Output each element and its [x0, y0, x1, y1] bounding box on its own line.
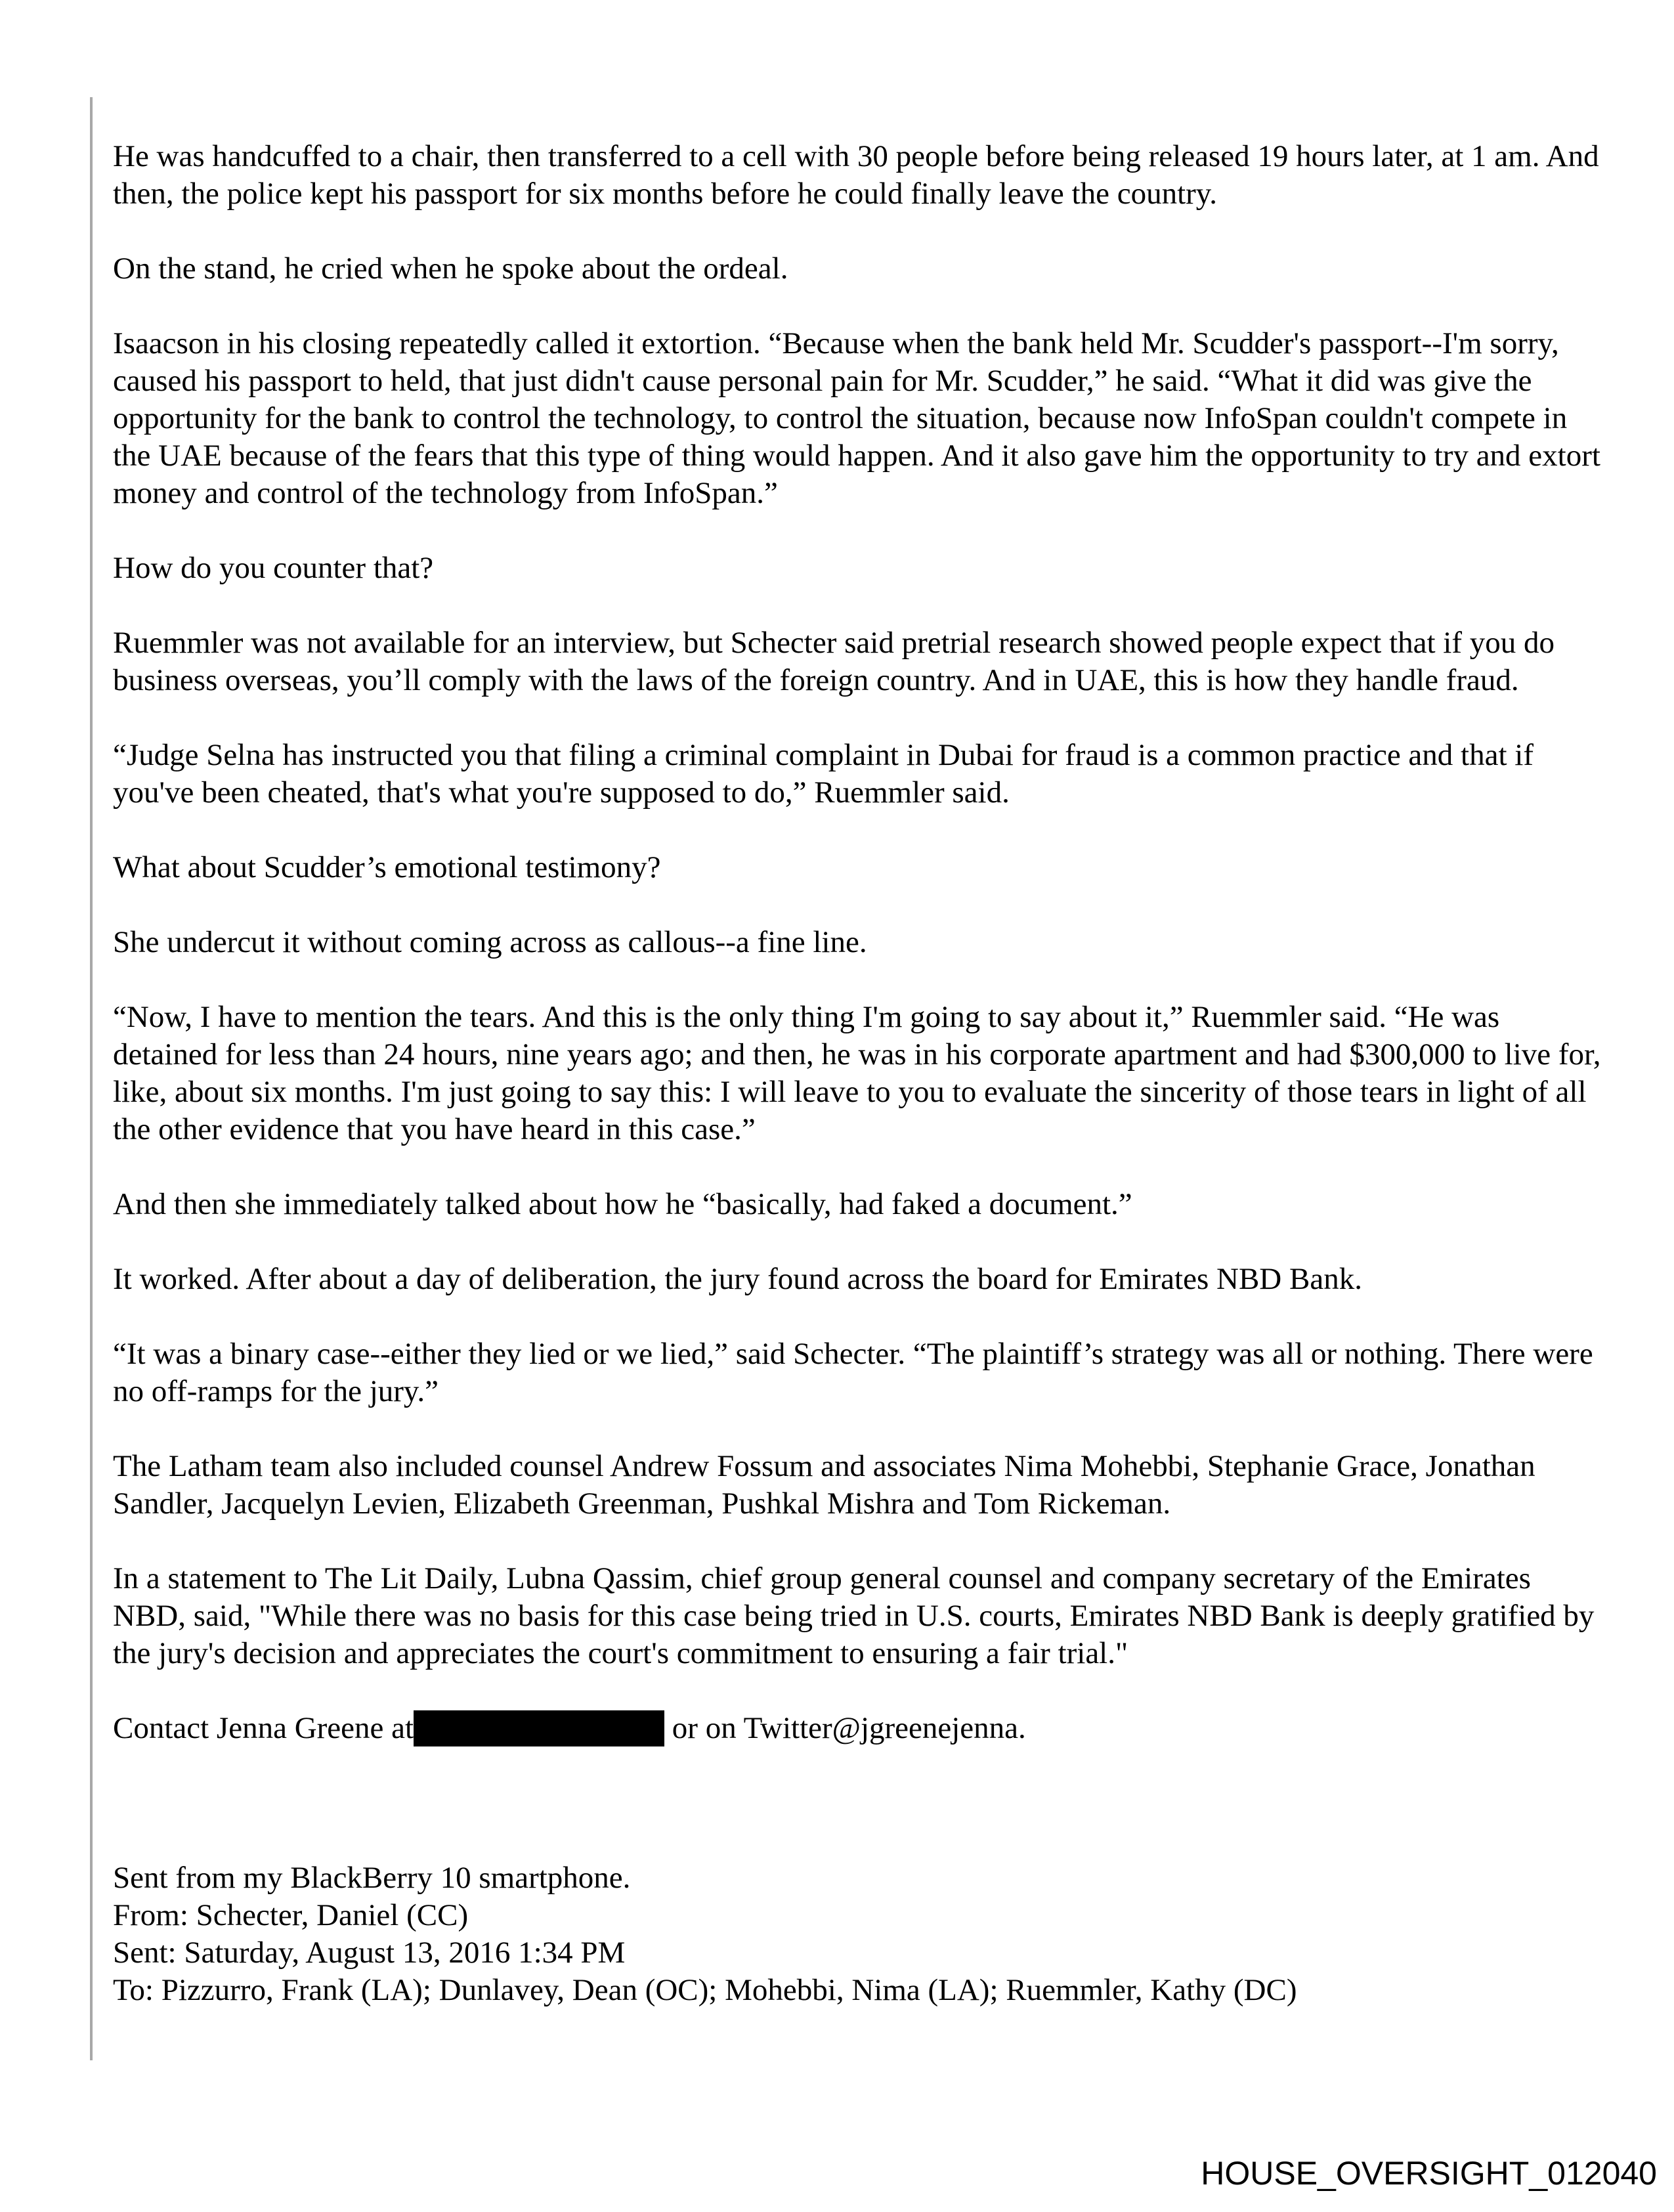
paragraph: On the stand, he cried when he spoke about the ordeal.: [113, 251, 788, 286]
email-header-from: From: Schecter, Daniel (CC): [113, 1898, 469, 1932]
email-signature-block: [113, 1859, 1610, 2009]
paragraph: “Now, I have to mention the tears. And this is the only thing I'm going to say about it,” Ruemmler said. “He was detained for less than 24 hours, nine years ago; and then, he was in his corporate apartment and had $300,000 to live for, like, about six months. I'm just going to say this: I will leave to you to evaluate the sincerity of those tears in light of all the other evidence that you have heard in this case.”: [113, 1000, 1601, 1146]
contact-line: [113, 1710, 1610, 1747]
paragraph: “Judge Selna has instructed you that filing a criminal complaint in Dubai for fraud is a common practice and that if you've been cheated, that's what you're supposed to do,” Ruemmler said.: [113, 738, 1534, 810]
contact-suffix: or on Twitter@jgreenejenna.: [664, 1711, 1026, 1745]
email-quote-bar: [90, 97, 93, 2060]
paragraph: And then she immediately talked about how he “basically, had faked a document.”: [113, 1187, 1132, 1221]
paragraph: In a statement to The Lit Daily, Lubna Qassim, chief group general counsel and company secretary of the Emirates NBD, said, "While there was no basis for this case being tried in U.S. courts, Emirates NBD Bank is deeply gratified by the jury's decision and appreciates the court's commitment to ensuring a fair trial.": [113, 1561, 1595, 1670]
redaction-box: [414, 1710, 664, 1746]
paragraph: It worked. After about a day of deliberation, the jury found across the board for Emirates NBD Bank.: [113, 1262, 1362, 1296]
email-header-sent: Sent: Saturday, August 13, 2016 1:34 PM: [113, 1936, 626, 1970]
email-body: [113, 138, 1610, 2009]
signature-line: Sent from my BlackBerry 10 smartphone.: [113, 1861, 631, 1895]
paragraph: Ruemmler was not available for an interview, but Schecter said pretrial research showed people expect that if you do business overseas, you’ll comply with the laws of the foreign country. And in UAE, this is how they handle fraud.: [113, 626, 1555, 697]
paragraph: The Latham team also included counsel Andrew Fossum and associates Nima Mohebbi, Stephanie Grace, Jonathan Sandler, Jacquelyn Levien, Elizabeth Greenman, Pushkal Mishra and Tom Rickeman.: [113, 1449, 1535, 1521]
paragraph: What about Scudder’s emotional testimony?: [113, 850, 661, 884]
paragraph: Isaacson in his closing repeatedly called it extortion. “Because when the bank held Mr. Scudder's passport--I'm sorry, caused his passport to held, that just didn't cause personal pain for Mr. Scudder,” he said. “What it did was give the opportunity for the bank to control the technology, to control the situation, because now InfoSpan couldn't compete in the UAE because of the fears that this type of thing would happen. And it also gave him the opportunity to try and extort money and control of the technology from InfoSpan.”: [113, 326, 1600, 510]
contact-prefix: Contact Jenna Greene at: [113, 1711, 414, 1745]
paragraph: He was handcuffed to a chair, then transferred to a cell with 30 people before being released 19 hours later, at 1 am. And then, the police kept his passport for six months before he could finally leave the country.: [113, 139, 1599, 211]
paragraph: How do you counter that?: [113, 551, 434, 585]
bates-number: HOUSE_OVERSIGHT_012040: [1201, 2155, 1657, 2192]
paragraph: She undercut it without coming across as callous--a fine line.: [113, 925, 867, 959]
paragraph: “It was a binary case--either they lied or we lied,” said Schecter. “The plaintiff’s strategy was all or nothing. There were no off-ramps for the jury.”: [113, 1337, 1593, 1408]
email-header-to: To: Pizzurro, Frank (LA); Dunlavey, Dean (OC); Mohebbi, Nima (LA); Ruemmler, Kathy (DC): [113, 1973, 1297, 2007]
